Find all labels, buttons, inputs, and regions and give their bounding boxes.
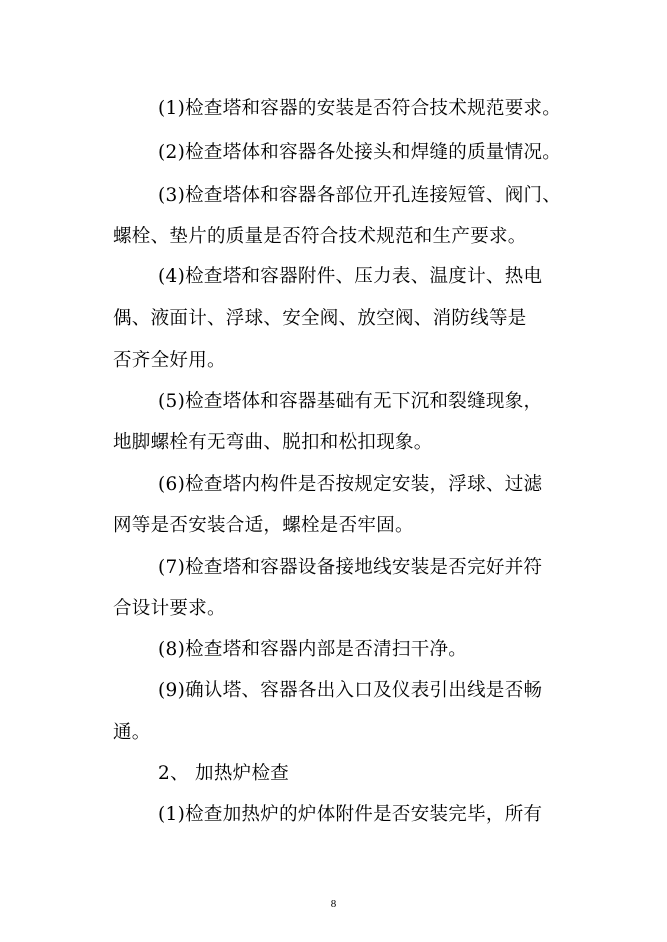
text-line-6: 偶、液面计、浮球、安全阀、放空阀、消防线等是 [113, 308, 527, 329]
text-line-13: 合设计要求。 [113, 598, 226, 619]
text-line-5: (4)检查塔和容器附件、压力表、温度计、热电 [158, 266, 543, 287]
text-line-18: (1)检查加热炉的炉体附件是否安装完毕，所有 [158, 804, 543, 825]
text-line-14: (8)检查塔和容器内部是否清扫干净。 [158, 639, 468, 660]
text-line-9: 地脚螺栓有无弯曲、脱扣和松扣现象。 [113, 432, 433, 453]
section-heading-heating-furnace: 2、 加热炉检查 [158, 763, 290, 784]
text-line-15: (9)确认塔、容器各出入口及仪表引出线是否畅 [158, 680, 543, 701]
text-line-2: (2)检查塔体和容器各处接头和焊缝的质量情况。 [158, 142, 562, 163]
text-line-10: (6)检查塔内构件是否按规定安装，浮球、过滤 [158, 474, 543, 495]
text-line-3: (3)检查塔体和容器各部位开孔连接短管、阀门、 [158, 185, 562, 206]
text-line-7: 否齐全好用。 [113, 350, 226, 371]
text-line-12: (7)检查塔和容器设备接地线安装是否完好并符 [158, 557, 543, 578]
text-line-16: 通。 [113, 722, 151, 743]
text-line-4: 螺栓、垫片的质量是否符合技术规范和生产要求。 [113, 226, 527, 247]
page-number: 8 [330, 898, 337, 910]
text-line-8: (5)检查塔体和容器基础有无下沉和裂缝现象， [158, 391, 543, 412]
text-line-1: (1)检查塔和容器的安装是否符合技术规范要求。 [158, 98, 562, 119]
text-line-11: 网等是否安装合适，螺栓是否牢固。 [113, 515, 414, 536]
